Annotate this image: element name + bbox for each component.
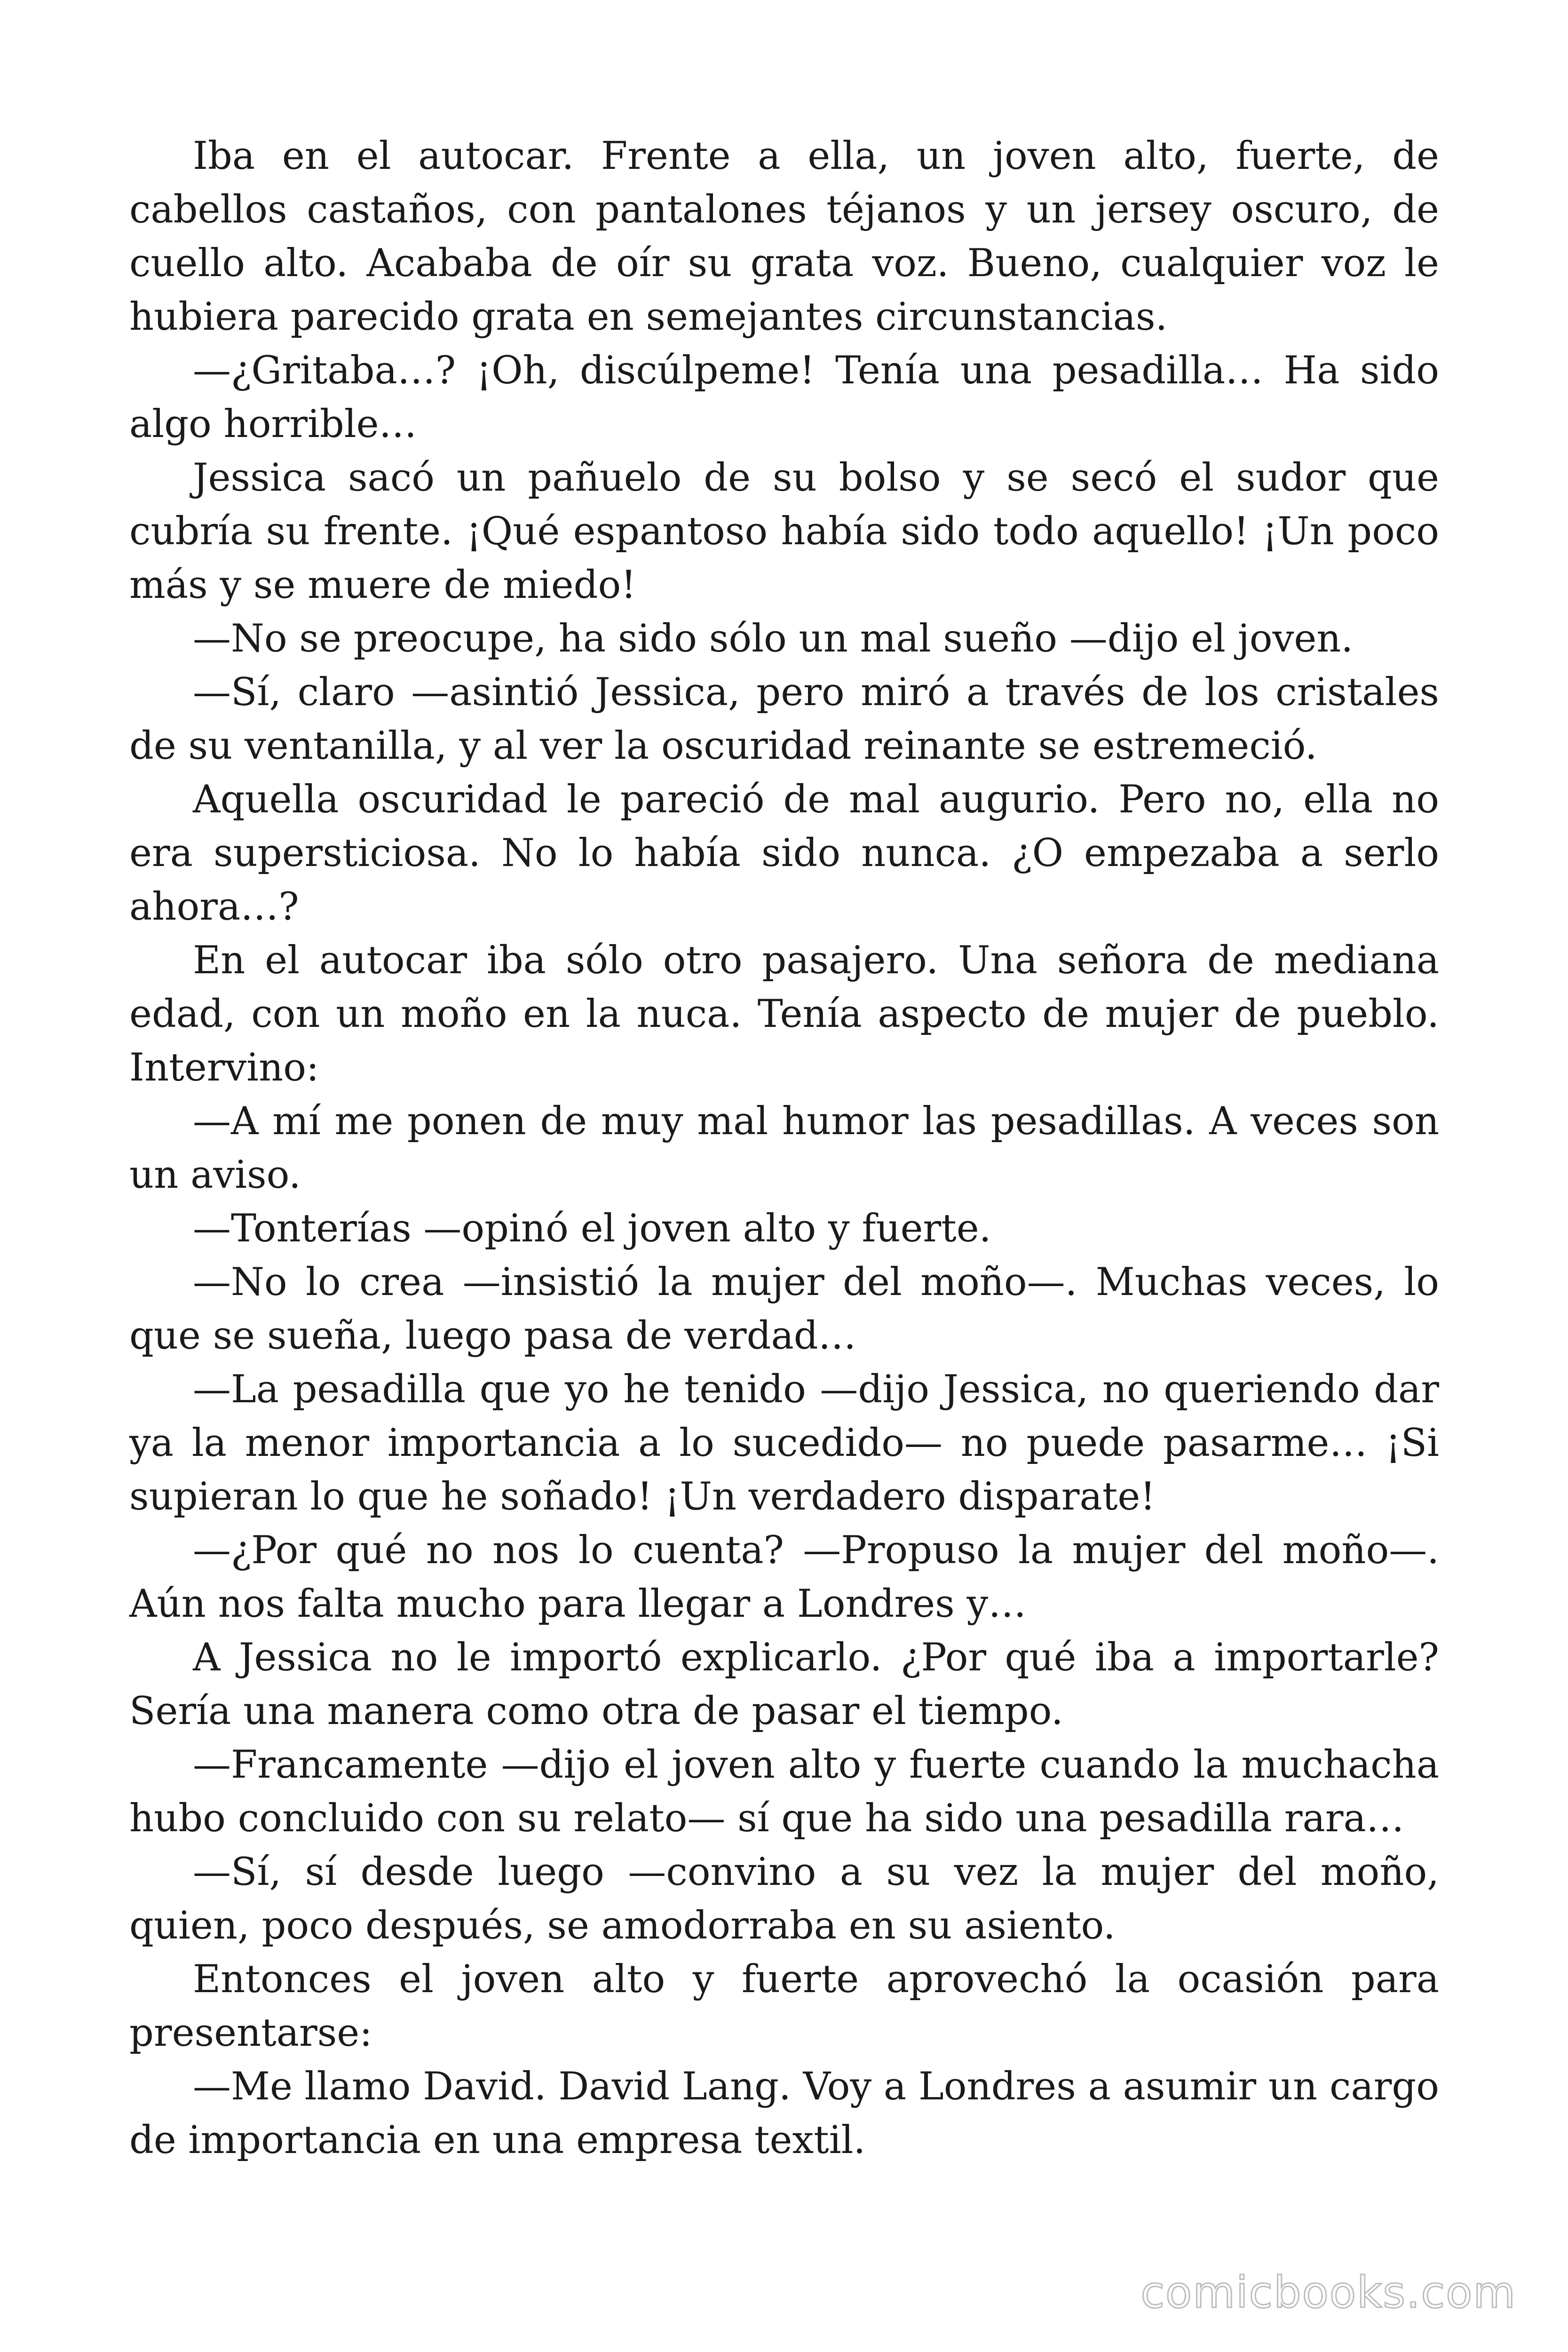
paragraph: —Me llamo David. David Lang. Voy a Londres a asumir un cargo de importancia en una empresa textil. (129, 2065, 1439, 2162)
paragraph: —No lo crea —insistió la mujer del moño—. Muchas veces, lo que se sueña, luego pasa de verdad… (129, 1260, 1439, 1358)
paragraph: Iba en el autocar. Frente a ella, un joven alto, fuerte, de cabellos castaños, con pantalones téjanos y un jersey oscuro, de cuello alto. Acababa de oír su grata voz. Bueno, cualquier voz le hubiera parecido grata en semejantes circunstancias. (129, 134, 1439, 339)
paragraph: Entonces el joven alto y fuerte aprovechó la ocasión para presentarse: (129, 1957, 1439, 2055)
paragraph: —La pesadilla que yo he tenido —dijo Jessica, no queriendo dar ya la menor importancia a lo sucedido— no puede pasarme… ¡Si supieran lo que he soñado! ¡Un verdadero disparate! (129, 1367, 1439, 1519)
paragraph: —A mí me ponen de muy mal humor las pesadillas. A veces son un aviso. (129, 1099, 1439, 1197)
paragraph: —No se preocupe, ha sido sólo un mal sueño —dijo el joven. (193, 617, 1354, 661)
paragraph: —Sí, claro —asintió Jessica, pero miró a través de los cristales de su ventanilla, y al ver la oscuridad reinante se estremeció. (129, 670, 1439, 768)
paragraph: —¿Por qué no nos lo cuenta? —Propuso la mujer del moño—. Aún nos falta mucho para llegar a Londres y… (129, 1528, 1439, 1626)
paragraph: —Sí, sí desde luego —convino a su vez la mujer del moño, quien, poco después, se amodorraba en su asiento. (129, 1850, 1439, 1948)
paragraph: Jessica sacó un pañuelo de su bolso y se secó el sudor que cubría su frente. ¡Qué espantoso había sido todo aquello! ¡Un poco más y se muere de miedo! (129, 456, 1439, 607)
paragraph: A Jessica no le importó explicarlo. ¿Por qué iba a importarle? Sería una manera como otra de pasar el tiempo. (129, 1636, 1439, 1733)
watermark: comicbooks.com (1140, 2267, 1516, 2318)
paragraph: —Tonterías —opinó el joven alto y fuerte. (193, 1207, 991, 1251)
paragraph: Aquella oscuridad le pareció de mal augurio. Pero no, ella no era supersticiosa. No lo había sido nunca. ¿O empezaba a serlo ahora…? (129, 778, 1439, 929)
page-text (129, 129, 1439, 2167)
paragraph: —Francamente —dijo el joven alto y fuerte cuando la muchacha hubo concluido con su relato— sí que ha sido una pesadilla rara… (129, 1743, 1439, 1841)
paragraph: —¿Gritaba…? ¡Oh, discúlpeme! Tenía una pesadilla… Ha sido algo horrible… (129, 349, 1439, 446)
paragraph: En el autocar iba sólo otro pasajero. Una señora de mediana edad, con un moño en la nuca. Tenía aspecto de mujer de pueblo. Intervino: (129, 938, 1439, 1090)
